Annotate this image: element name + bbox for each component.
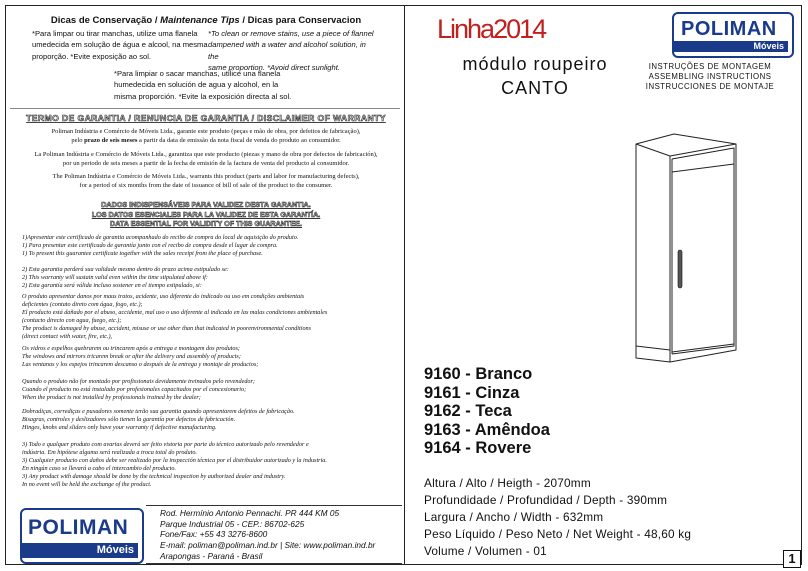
panel-divider [404, 5, 405, 565]
terms-block-4: Os vidros e espelhos quebrarem ou trincarem após a entrega e montagem dos produtos; The windows and mirrors tricarem break or after the delivery and assembly of products; Las ventanas y los espejos trincarem descanso o después de la entrega y montaje de productos; [22, 345, 259, 369]
essential-data-heading: DADOS INDISPENSÁVEIS PARA VALIDEZ DESTA GARANTIA. LOS DATOS ESENCIALES PARA LA VALIDEZ DE ESTA GARANTÍA. DATA ESSENTIAL FOR VALIDITY OF THIS GUARANTEE. [91, 200, 321, 229]
module-title: módulo roupeiro CANTO [462, 54, 608, 98]
terms-block-5: Quando o produto não for montado por profissionais devidamente treinados pelo revendedor; Cuando el producto no está instalado por profesionales capacitados por el concesionario; When the product is not installed by professionals trained by the dealer; [22, 378, 255, 402]
terms-block-1: 1)Apresentar este certificado de garantia acompanhado do recibo de compra do local de aquisição do produto. 1) Para presentar este certificado de garantía junto con el recibo de compra desde el lugar de compra. 1) To present this guarantee certificate together with the sales receipt from the place of purchase. [22, 234, 299, 258]
separator [10, 108, 400, 109]
product-dimensions: Altura / Alto / Heigth - 2070mm Profundidade / Profundidad / Depth - 390mm Largura / Ancho / Width - 632mm Peso Líquido / Peso Neto / Net Weight - 48,60 kg Volume / Volumen - 01 [424, 476, 692, 558]
company-contact: Rod. Hermínio Antonio Pennachi. PR 444 KM 05 Parque Industrial 05 - CEP.: 86702-625 Fone/Fax: +55 43 3276-8600 E-mail: poliman@poliman.ind.br | Site: www.poliman.ind.br Arapongas - Paraná - Brasil [160, 508, 376, 561]
assembly-instructions-title: INSTRUÇÕES DE MONTAGEM ASSEMBLING INSTRUCTIONS INSTRUCCIONES DE MONTAJE [645, 62, 775, 91]
footer-rule-top [146, 505, 402, 506]
page-number: 1 [783, 550, 801, 568]
terms-block-3: O produto apresentar danos por maus tratos, acidente, uso diferente do indicado ou uso em condições ambientais deficientes (contato direto com água, fogo, etc.); El producto está dañado por el abuso, accidente, mal uso o uso diferente al indicado en las malas condiciones ambientales (contacto directo con agua, fuego, etc.); The product is damaged by abuse, accident, misuse or use other than that indicated in poorenvironmental conditions (direct contact with water, fire, etc.), [22, 293, 328, 341]
care-tip-pt: *Para limpar ou tirar manchas, utilize uma flanela umedecida em solução de água e alcool, na mesma proporção. *Evite exposição ao sol. [32, 29, 208, 61]
terms-block-7: 3) Todo e qualquer produto com avarias deverá ser feito vistoria por parte do técnico autorizado pelo revendedor e indústria. Em hipótese alguma será realizada a troca total do produto. 3) Cualquier producto con daños debe ser realizado por la inspección técnica por el distribuidor autorizado y la industria. En ningún caso se llevará a cabo el intercambio del producto. 3) Any product with damage should be done by the technical inspection by authorized dealer and industry. In no event will be held the exchange of the product. [22, 441, 327, 489]
product-line-title: Linha2014 [437, 14, 546, 44]
footer-logo: POLIMAN Móveis [20, 508, 144, 564]
terms-block-6: Dobradiças, corrediças e puxadores somente terão sua garantia quando apresentarem defeitos de fabricação. Bisagras, controles y deslizadores sólo tienen la garantía por defectos de fabricación. Hinges, knobs and sliders only have your warranty if defective manufacturing. [22, 408, 295, 432]
care-tip-es: *Para limpiar o sacar manchas, utilice una flanela humedecida en solución de agua y alcohol, en la misma proporción. *Evite la exposición directa al sol. [114, 69, 292, 101]
wardrobe-illustration [626, 132, 738, 364]
warranty-paragraph-en: The Poliman Indústria e Comércio de Móveis Ltda., warrants this product (parts and labor for manufacturing defects), for a period of six months from the date of issuance of bill of sale of the product to the consumer. [52, 173, 360, 189]
care-title: Dicas de Conservação / Maintenance Tips / Dicas para Conservacion [50, 15, 362, 26]
warranty-title: TERMO DE GARANTIA / RENUNCIA DE GARANTIA / DISCLAIMER OF WARRANTY [26, 113, 386, 123]
header-logo: POLIMAN Móveis [672, 12, 794, 58]
warranty-paragraph-pt: Poliman Indústria e Comércio de Móveis Ltda., garante este produto (peças e mão de obra, por defeitos de fabricação), pelo prazo de seis meses a partir da data de emissão da nota fiscal de venda do produto ao consumidor. [51, 128, 361, 144]
footer-rule-bottom [146, 563, 402, 564]
door-handle-icon [678, 250, 682, 288]
care-tip-en: *To clean or remove stains, use a piece of flannel dampened with a water and alcohol solution, in the same proportion. *Avoid direct sunlight. [208, 29, 374, 73]
terms-block-2: 2) Esta garantia perderá sua validade mesmo dentro do prazo acima estipulado se: 2) This warranty will sustain valid even within the time stipulated above if: 2) Esta garantía será válida incluso sostener en el tiempo estipulado, si: [22, 266, 229, 290]
warranty-paragraph-es: La Poliman Indústria e Comércio de Móveis Ltda., garantiza que este producto (piezas y mano de obra por defectos de fabricación), por un periodo de seis meses a partir de la fecha de emisión de la factura de venta del producto al consumidor. [34, 151, 378, 167]
color-codes: 9160 - Branco 9161 - Cinza 9162 - Teca 9163 - Amêndoa 9164 - Rovere [424, 365, 550, 457]
